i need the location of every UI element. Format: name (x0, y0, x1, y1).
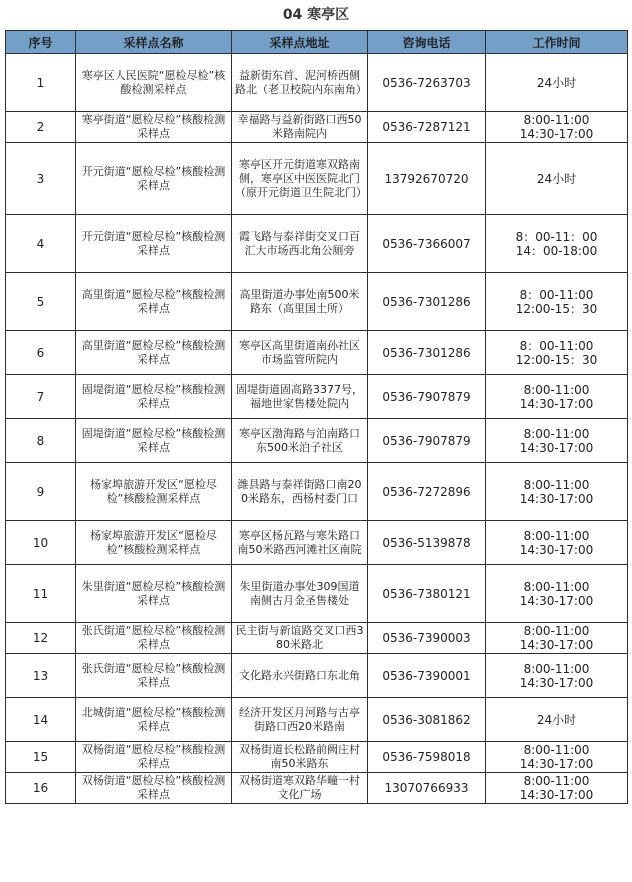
table-row (6, 565, 628, 623)
table-row (6, 143, 628, 215)
cell-site-name: 杨家埠旅游开发区“愿检尽检”核酸检测采样点 (76, 463, 232, 521)
work-hours-line: 14:30-17:00 (519, 675, 594, 690)
cell-site-address: 朱里街道办事处309国道南侧古月金圣售楼处 (232, 565, 368, 623)
cell-site-name: 高里街道“愿检尽检”核酸检测采样点 (76, 331, 232, 375)
cell-serial: 10 (6, 521, 76, 565)
cell-phone: 0536-7390001 (368, 654, 486, 698)
cell-work-hours (486, 375, 628, 419)
cell-work-hours (486, 143, 628, 215)
work-hours-line: 14:30-17:00 (519, 788, 594, 802)
cell-serial: 15 (6, 742, 76, 773)
work-hours-line: 8:00-11:00 (523, 113, 590, 127)
work-hours-line: 14:30-17:00 (519, 757, 594, 771)
cell-serial: 1 (6, 54, 76, 112)
cell-site-name: 杨家埠旅游开发区“愿检尽检”核酸检测采样点 (76, 521, 232, 565)
table-row (6, 623, 628, 654)
table-row (6, 331, 628, 375)
work-hours-line: 8:00-11:00 (523, 528, 590, 543)
work-hours-line: 14:30-17:00 (519, 440, 594, 455)
cell-site-address: 霞飞路与泰祥街交叉口百汇大市场西北角公厕旁 (232, 215, 368, 273)
cell-phone: 0536-7272896 (368, 463, 486, 521)
cell-serial: 3 (6, 143, 76, 215)
cell-serial: 7 (6, 375, 76, 419)
table-row (6, 742, 628, 773)
cell-phone: 0536-7907879 (368, 419, 486, 463)
cell-site-address: 寒亭区杨瓦路与寒朱路口南50米路西河滩社区南院 (232, 521, 368, 565)
cell-site-name: 高里街道“愿检尽检”核酸检测采样点 (76, 273, 232, 331)
cell-serial: 16 (6, 773, 76, 804)
cell-serial: 11 (6, 565, 76, 623)
cell-work-hours (486, 565, 628, 623)
cell-site-address: 潍县路与泰祥街路口南200米路东，西杨村委门口 (232, 463, 368, 521)
table-row (6, 773, 628, 804)
work-hours-line: 8：00-11：00 (515, 229, 598, 244)
cell-serial: 8 (6, 419, 76, 463)
table-row (6, 419, 628, 463)
table-row (6, 698, 628, 742)
cell-site-address: 固堤街道固高路3377号，福地世家售楼处院内 (232, 375, 368, 419)
cell-site-address: 幸福路与益新街路口西50米路南院内 (232, 112, 368, 143)
header-site-address: 采样点地址 (232, 31, 368, 54)
cell-serial: 6 (6, 331, 76, 375)
cell-work-hours (486, 273, 628, 331)
cell-phone: 0536-7263703 (368, 54, 486, 112)
page-title: 04 寒亭区 (282, 7, 350, 23)
work-hours-line: 24小时 (536, 75, 577, 90)
cell-serial: 5 (6, 273, 76, 331)
cell-site-name: 寒亭区人民医院“愿检尽检”核酸检测采样点 (76, 54, 232, 112)
cell-phone: 0536-7287121 (368, 112, 486, 143)
cell-site-address: 寒亭区高里街道南孙社区市场监管所院内 (232, 331, 368, 375)
work-hours-line: 14:30-17:00 (519, 542, 594, 557)
header-work-hours: 工作时间 (486, 31, 628, 54)
table-row (6, 375, 628, 419)
cell-phone: 13792670720 (368, 143, 486, 215)
work-hours-line: 8:00-11:00 (523, 624, 590, 638)
cell-site-address: 双杨街道寒双路华疃一村文化广场 (232, 773, 368, 804)
cell-phone: 13070766933 (368, 773, 486, 804)
cell-site-name: 张氏街道“愿检尽检”核酸检测采样点 (76, 623, 232, 654)
work-hours-line: 12:00-15：30 (515, 352, 598, 367)
cell-phone: 0536-5139878 (368, 521, 486, 565)
work-hours-line: 14:30-17:00 (519, 491, 594, 506)
cell-site-address: 民主街与新谊路交叉口西380米路北 (232, 623, 368, 654)
cell-site-name: 开元街道“愿检尽检”核酸检测采样点 (76, 215, 232, 273)
cell-site-name: 固堤街道“愿检尽检”核酸检测采样点 (76, 375, 232, 419)
cell-site-name: 固堤街道“愿检尽检”核酸检测采样点 (76, 419, 232, 463)
cell-site-name: 张氏街道“愿检尽检”核酸检测采样点 (76, 654, 232, 698)
header-serial: 序号 (6, 31, 76, 54)
work-hours-line: 24小时 (536, 171, 577, 186)
cell-work-hours (486, 623, 628, 654)
cell-serial: 12 (6, 623, 76, 654)
work-hours-line: 8:00-11:00 (523, 426, 590, 441)
work-hours-line: 12:00-15：30 (515, 301, 598, 316)
table-row (6, 463, 628, 521)
cell-phone: 0536-3081862 (368, 698, 486, 742)
table-row (6, 521, 628, 565)
cell-site-name: 双杨街道“愿检尽检”核酸检测采样点 (76, 742, 232, 773)
cell-site-address: 寒亭区开元街道寒双路南侧，寒亭区中医医院北门（原开元街道卫生院北门） (232, 143, 368, 215)
cell-phone: 0536-7301286 (368, 273, 486, 331)
cell-site-address: 文化路永兴街路口东北角 (232, 654, 368, 698)
table-row (6, 273, 628, 331)
cell-site-name: 北城街道“愿检尽检”核酸检测采样点 (76, 698, 232, 742)
cell-site-address: 经济开发区月河路与古亭街路口西20米路南 (232, 698, 368, 742)
cell-phone: 0536-7380121 (368, 565, 486, 623)
cell-work-hours (486, 654, 628, 698)
cell-phone: 0536-7907879 (368, 375, 486, 419)
work-hours-line: 8：00-11:00 (519, 287, 594, 302)
work-hours-line: 8:00-11:00 (523, 477, 590, 492)
cell-serial: 4 (6, 215, 76, 273)
header-site-name: 采样点名称 (76, 31, 232, 54)
cell-site-name: 开元街道“愿检尽检”核酸检测采样点 (76, 143, 232, 215)
work-hours-line: 8:00-11:00 (523, 743, 590, 757)
work-hours-line: 14:30-17:00 (519, 593, 594, 608)
work-hours-line: 14:30-17:00 (519, 396, 594, 411)
work-hours-line: 8:00-11:00 (523, 579, 590, 594)
cell-site-address: 益新街东首、泥河桥西侧路北（老卫校院内东南角） (232, 54, 368, 112)
work-hours-line: 8:00-11:00 (523, 661, 590, 676)
table-row (6, 215, 628, 273)
sampling-sites-table (5, 30, 628, 804)
work-hours-line: 24小时 (536, 712, 577, 727)
work-hours-line: 14:30-17:00 (519, 127, 594, 141)
cell-site-address: 双杨街道长松路前阙庄村南50米路东 (232, 742, 368, 773)
cell-phone: 0536-7366007 (368, 215, 486, 273)
table-row (6, 112, 628, 143)
cell-work-hours (486, 463, 628, 521)
cell-work-hours (486, 521, 628, 565)
cell-phone: 0536-7598018 (368, 742, 486, 773)
work-hours-line: 8：00-11:00 (519, 338, 594, 353)
cell-site-address: 寒亭区渤海路与泊南路口东500米泊子社区 (232, 419, 368, 463)
work-hours-line: 8:00-11:00 (523, 774, 590, 788)
cell-site-name: 朱里街道“愿检尽检”核酸检测采样点 (76, 565, 232, 623)
cell-site-address: 高里街道办事处南500米路东（高里国土所） (232, 273, 368, 331)
cell-work-hours (486, 112, 628, 143)
cell-work-hours (486, 331, 628, 375)
table-row (6, 654, 628, 698)
cell-work-hours (486, 54, 628, 112)
work-hours-line: 14：00-18:00 (515, 243, 598, 258)
cell-work-hours (486, 773, 628, 804)
work-hours-line: 8:00-11:00 (523, 382, 590, 397)
table-body (6, 54, 628, 804)
cell-serial: 13 (6, 654, 76, 698)
cell-phone: 0536-7301286 (368, 331, 486, 375)
cell-serial: 2 (6, 112, 76, 143)
cell-work-hours (486, 215, 628, 273)
header-phone: 咨询电话 (368, 31, 486, 54)
work-hours-line: 14:30-17:00 (519, 638, 594, 652)
table-row (6, 54, 628, 112)
cell-phone: 0536-7390003 (368, 623, 486, 654)
cell-work-hours (486, 742, 628, 773)
cell-work-hours (486, 419, 628, 463)
table-header-row (6, 31, 628, 54)
cell-site-name: 双杨街道“愿检尽检”核酸检测采样点 (76, 773, 232, 804)
cell-work-hours (486, 698, 628, 742)
cell-site-name: 寒亭街道“愿检尽检”核酸检测采样点 (76, 112, 232, 143)
cell-serial: 9 (6, 463, 76, 521)
cell-serial: 14 (6, 698, 76, 742)
